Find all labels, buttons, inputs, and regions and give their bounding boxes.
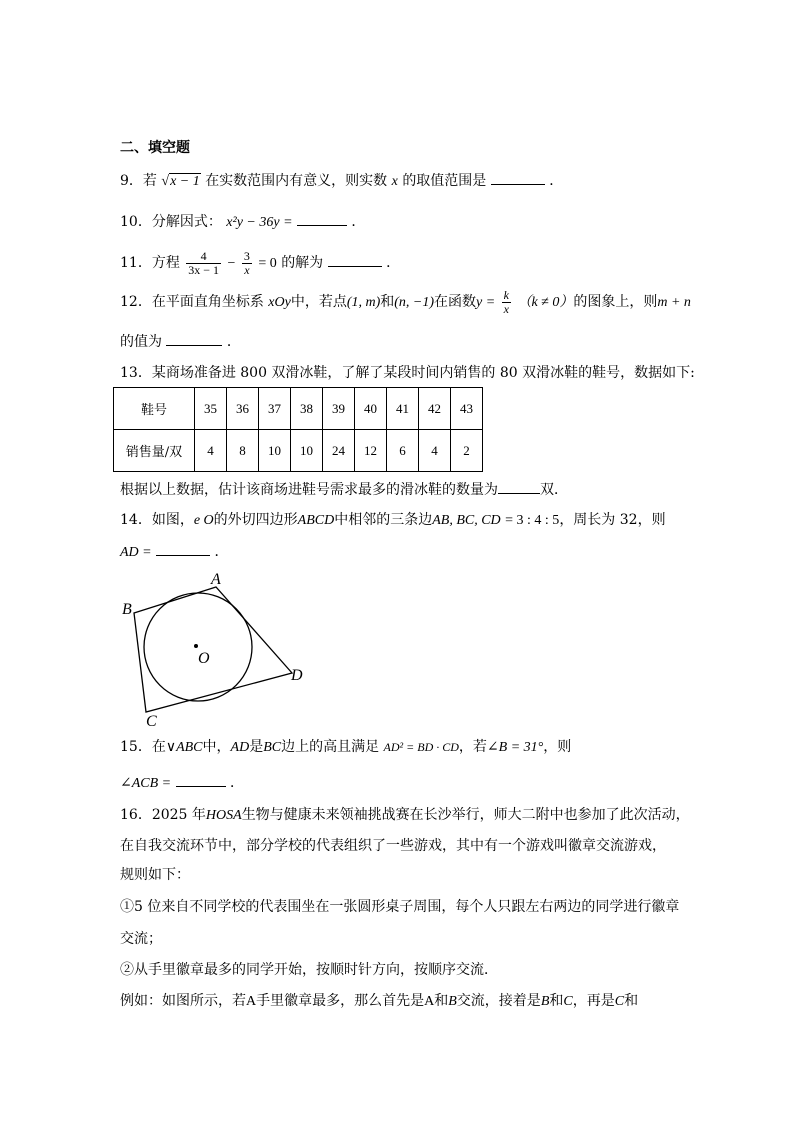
- q12-point-2: (n, −1): [394, 295, 435, 310]
- q12-f-numerator: k: [503, 287, 509, 302]
- q9-radicand: x − 1: [170, 174, 200, 189]
- table-cell: 24: [323, 430, 355, 472]
- question-15-line2: [120, 773, 244, 793]
- q15-text-d: ，若: [458, 739, 487, 755]
- table-cell: 43: [451, 388, 483, 430]
- q10-expression: x²y − 36y =: [226, 215, 293, 230]
- q11-number: 11．方程: [120, 255, 180, 271]
- question-16-line2: 在自我交流环节中，部分学校的代表组织了一些游戏，其中有一个游戏叫徽章交流游戏，: [120, 838, 666, 854]
- q16-ex-B2: B: [540, 994, 550, 1009]
- q16-ex-A2: A: [424, 994, 435, 1009]
- shoe-size-table: [113, 387, 483, 472]
- question-13: 13．某商场准备进 800 双滑冰鞋，了解了某段时间内销售的 80 双滑冰鞋的鞋号，数据如下:: [120, 365, 695, 381]
- q12-text-d: 的图象上，则: [573, 294, 658, 310]
- question-16-example: [120, 992, 638, 1011]
- q15-ad: AD: [230, 740, 250, 755]
- question-16-rule1: ①5 位来自不同学校的代表围坐在一张圆形桌子周围，每个人只跟左右两边的同学进行徽章: [120, 899, 680, 915]
- q15-bc: BC: [263, 740, 282, 755]
- q16-ex-C2: C: [614, 994, 625, 1009]
- question-11: [120, 248, 400, 279]
- q15-text-b: 是: [249, 739, 264, 755]
- section-title: 二、填空题: [120, 140, 190, 156]
- q9-tail: 的取值范围是: [402, 173, 487, 189]
- table-row-label: 鞋号: [114, 388, 195, 430]
- q15-answer-blank[interactable]: [176, 773, 226, 787]
- q11-fraction-1: [186, 250, 221, 277]
- table-cell: 38: [291, 388, 323, 430]
- q12-condition: （k ≠ 0）: [517, 295, 574, 310]
- q12-number: 12．在平面直角坐标系: [120, 294, 264, 310]
- table-cell: 37: [259, 388, 291, 430]
- table-cell: 4: [195, 430, 227, 472]
- q9-sqrt: √x − 1: [161, 174, 200, 189]
- q15-triangle: ∨ABC: [165, 740, 203, 755]
- q12-answer-blank[interactable]: [166, 332, 222, 346]
- question-10: [120, 212, 365, 232]
- q11-f1-denominator: 3x − 1: [188, 262, 220, 277]
- center-point: [194, 644, 198, 648]
- q9-period: ．: [549, 173, 564, 189]
- table-cell: 12: [355, 430, 387, 472]
- table-cell: 39: [323, 388, 355, 430]
- table-cell: 2: [451, 430, 483, 472]
- q14-figure: [110, 565, 320, 735]
- q16-ex-d: 交流，接着是: [456, 993, 541, 1009]
- question-16-line3: 规则如下：: [120, 867, 190, 883]
- q12-period: ．: [226, 334, 241, 350]
- label-a: A: [211, 571, 221, 588]
- q11-tail: 的解为: [281, 255, 324, 271]
- q12-sum: m + n: [657, 295, 691, 310]
- quadrilateral-abcd: [134, 587, 292, 712]
- label-b: B: [122, 601, 132, 618]
- table-cell: 40: [355, 388, 387, 430]
- q11-minus: −: [227, 256, 236, 271]
- table-cell: 6: [387, 430, 419, 472]
- q15-text-e: ，则: [543, 739, 572, 755]
- q9-number: 9．若: [120, 173, 157, 189]
- q14-quad: ABCD: [297, 513, 335, 528]
- table-cell: 10: [291, 430, 323, 472]
- table-cell: 8: [227, 430, 259, 472]
- q11-answer-blank[interactable]: [328, 253, 382, 267]
- q11-equals: = 0: [258, 256, 277, 271]
- q14-sides: AB, BC, CD: [432, 513, 501, 528]
- inscribed-circle: [144, 593, 252, 701]
- q15-relation: AD² = BD · CD: [383, 740, 459, 754]
- q12-text-c: 在函数: [434, 294, 477, 310]
- q9-text: 在实数范围内有意义，则实数: [205, 173, 388, 189]
- q12-text-b: 和: [380, 294, 395, 310]
- q11-period: ．: [386, 255, 401, 271]
- q12-text-a: 中，若点: [290, 294, 347, 310]
- question-12-line2: [120, 332, 241, 351]
- q11-f2-numerator: 3: [243, 248, 250, 263]
- question-9: [120, 171, 563, 191]
- label-c: C: [146, 713, 157, 730]
- q12-line2-text: 的值为: [120, 334, 162, 350]
- table-cell: 4: [419, 430, 451, 472]
- q16-ex-C: C: [563, 994, 573, 1009]
- q13-after-text: 根据以上数据，估计该商场进鞋号需求最多的滑冰鞋的数量为: [120, 482, 498, 498]
- q16-number: 16．2025 年: [120, 807, 206, 823]
- label-d: D: [291, 667, 303, 684]
- question-15: [120, 738, 571, 757]
- q16-ex-B: B: [448, 994, 457, 1009]
- q16-ex-a: 例如：如图所示，若: [120, 993, 246, 1009]
- q16-ex-b: 手里徽章最多，那么首先是: [256, 993, 425, 1009]
- q16-line1-rest: 生物与健康未来领袖挑战赛在长沙举行，师大二附中也参加了此次活动，: [241, 807, 690, 823]
- q9-var: x: [391, 174, 398, 189]
- question-16-line1: [120, 806, 690, 825]
- table-cell: 42: [419, 388, 451, 430]
- q14-answer-blank[interactable]: [156, 542, 210, 556]
- q16-hosa: HOSA: [205, 808, 242, 823]
- table-row-label: 销售量/双: [114, 430, 195, 472]
- q14-number: 14．如图，: [120, 512, 194, 528]
- q16-ex-f: ，再是: [572, 993, 615, 1009]
- q14-text-c: ，周长为 32，则: [559, 512, 666, 528]
- q16-ex-A: A: [246, 994, 257, 1009]
- question-14: [120, 511, 666, 530]
- q13-unit: 双．: [540, 482, 568, 498]
- q15-text-c: 边上的高且满足: [281, 739, 380, 755]
- q12-coord-system: xOy: [268, 295, 291, 310]
- q9-answer-blank[interactable]: [491, 171, 545, 185]
- question-12: [120, 287, 691, 318]
- q12-fraction: [502, 289, 511, 316]
- q16-ex-c: 和: [434, 993, 449, 1009]
- q14-circle: e O: [193, 513, 214, 528]
- table-row: [114, 388, 483, 430]
- q12-f-denominator: x: [503, 301, 509, 316]
- q12-function-y: y =: [476, 295, 496, 310]
- question-13-after: [120, 480, 568, 499]
- q15-period: ．: [230, 775, 245, 791]
- q11-fraction-2: [242, 250, 252, 277]
- q14-ask: AD =: [120, 545, 152, 560]
- table-cell: 41: [387, 388, 419, 430]
- q14-text-b: 中相邻的三条边: [334, 512, 433, 528]
- q13-answer-blank[interactable]: [498, 480, 540, 494]
- q12-point-1: (1, m): [346, 295, 381, 310]
- label-o: O: [198, 650, 210, 667]
- q15-text-a: 中，: [202, 739, 231, 755]
- q15-angle-b: ∠B = 31°: [486, 740, 544, 755]
- q11-f1-numerator: 4: [186, 250, 221, 264]
- question-14-line2: [120, 542, 229, 562]
- q10-number: 10．分解因式：: [120, 214, 222, 230]
- q14-text-a: 的外切四边形: [213, 512, 298, 528]
- q15-number: 15．在: [120, 739, 166, 755]
- q11-f2-denominator: x: [244, 262, 250, 277]
- q10-period: ．: [351, 214, 366, 230]
- question-16-rule2: ②从手里徽章最多的同学开始，按顺时针方向，按顺序交流．: [120, 962, 498, 978]
- question-16-rule1-cont: 交流；: [120, 931, 162, 947]
- q14-ratio: = 3 : 4 : 5: [505, 513, 560, 528]
- q10-answer-blank[interactable]: [297, 212, 347, 226]
- table-row: [114, 430, 483, 472]
- table-cell: 35: [195, 388, 227, 430]
- table-cell: 36: [227, 388, 259, 430]
- q15-ask: ∠ACB =: [120, 776, 172, 791]
- q14-period: ．: [214, 544, 229, 560]
- q16-ex-g: 和: [624, 993, 639, 1009]
- q16-ex-e: 和: [549, 993, 564, 1009]
- table-cell: 10: [259, 430, 291, 472]
